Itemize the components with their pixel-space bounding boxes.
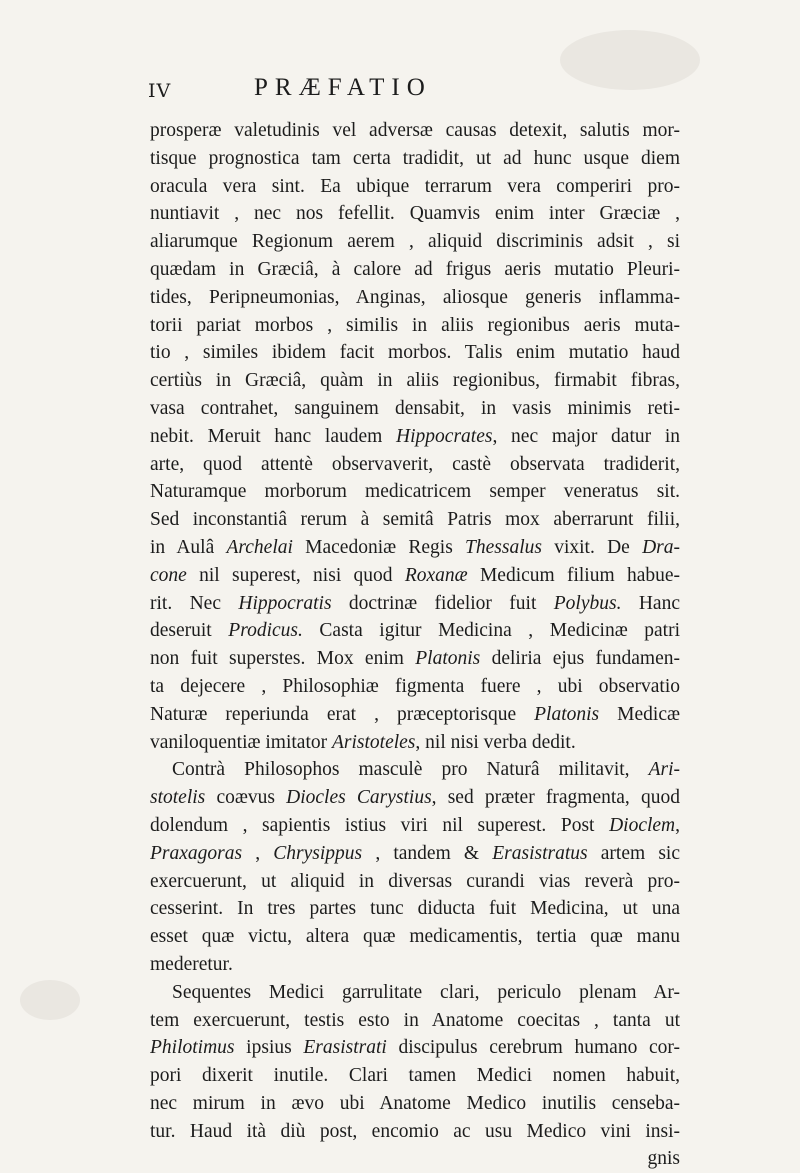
text-line: [150, 284, 680, 312]
text-line: [150, 423, 680, 451]
text-line: [150, 562, 680, 590]
text-line: [150, 812, 680, 840]
text-run: vixit. De: [541, 536, 643, 558]
text-run: mederetur.: [150, 953, 233, 975]
text-run: nebit. Meruit hanc laudem: [150, 425, 397, 447]
text-line: [150, 756, 680, 784]
text-run: , nil nisi verba dedit.: [415, 731, 576, 753]
italic-name: Erasistrati: [303, 1037, 387, 1059]
italic-name: stotelis: [150, 787, 206, 809]
text-line: [150, 590, 680, 618]
body-text: [150, 117, 680, 1173]
text-run: coævus: [205, 787, 287, 809]
text-line: [150, 979, 680, 1007]
text-run: nec mirum in ævo ubi Anatome Medico inutilis censeba-: [150, 1092, 680, 1114]
text-line: [150, 395, 680, 423]
italic-name: Dioclem: [609, 814, 676, 836]
text-run: Sed inconstantiâ rerum à semitâ Patris mox aberrarunt filii,: [150, 509, 680, 531]
italic-name: Archelai: [226, 536, 293, 558]
text-run: vasa contrahet, sanguinem densabit, in vasis minimis reti-: [150, 397, 680, 419]
text-line: [150, 1118, 680, 1146]
text-run: ,: [242, 842, 274, 864]
page-header: [0, 74, 800, 114]
running-title: PRÆFATIO: [254, 74, 432, 101]
text-run: pori dixerit inutile. Clari tamen Medici nomen habuit,: [150, 1065, 680, 1087]
text-line: [150, 701, 680, 729]
text-line: [150, 1090, 680, 1118]
italic-name: Chrysippus: [273, 842, 363, 864]
text-run: quædam in Græciâ, à calore ad frigus aeris mutatio Pleuri-: [150, 258, 680, 280]
text-run: Medicæ: [599, 703, 680, 725]
text-line: [150, 339, 680, 367]
text-run: nuntiavit , nec nos fefellit. Quamvis enim inter Græciæ ,: [150, 203, 680, 225]
text-run: dolendum , sapientis istius viri nil superest. Post: [150, 814, 610, 836]
italic-name: Prodicus.: [228, 620, 303, 642]
text-line: [150, 923, 680, 951]
text-run: deliria ejus fundamen-: [480, 648, 680, 670]
text-run: prosperæ valetudinis vel adversæ causas detexit, salutis mor-: [150, 120, 680, 141]
italic-name: Ari-: [648, 759, 680, 781]
text-run: torii pariat morbos , similis in aliis regionibus aeris muta-: [150, 314, 680, 336]
text-run: Contrà Philosophos masculè pro Naturâ militavit,: [172, 759, 649, 781]
italic-name: Platonis: [415, 648, 481, 670]
italic-name: Thessalus: [465, 536, 542, 558]
text-run: tem exercuerunt, testis esto in Anatome coecitas , tanta ut: [150, 1009, 680, 1031]
italic-name: Aristoteles: [331, 731, 416, 753]
italic-name: Diocles Carystius: [286, 787, 432, 809]
text-run: non fuit superstes. Mox enim: [150, 648, 416, 670]
text-run: arte, quod attentè observaverit, castè observata tradiderit,: [150, 453, 680, 475]
text-run: Sequentes Medici garrulitate clari, periculo plenam Ar-: [172, 981, 680, 1003]
text-run: , sed præter fragmenta, quod: [431, 787, 680, 809]
text-run: esset quæ victu, altera quæ medicamentis, tertia quæ manu: [150, 926, 680, 948]
italic-name: Erasistratus: [492, 842, 588, 864]
italic-name: Roxanæ: [404, 564, 468, 586]
text-line: [150, 256, 680, 284]
text-line: [150, 1145, 680, 1173]
text-line: [150, 840, 680, 868]
text-run: Medicum filium habue-: [467, 564, 680, 586]
text-line: [150, 645, 680, 673]
italic-name: Hippocrates: [396, 425, 493, 447]
text-line: [150, 117, 680, 145]
text-line: [150, 617, 680, 645]
text-run: vaniloquentiæ imitator: [150, 731, 332, 753]
text-line: [150, 367, 680, 395]
text-run: in Aulâ: [150, 536, 227, 558]
text-line: [150, 729, 680, 757]
text-line: [150, 173, 680, 201]
text-line: [150, 868, 680, 896]
text-run: tisque prognostica tam certa tradidit, ut ad hunc usque diem: [150, 147, 680, 169]
text-run: doctrinæ fidelior fuit: [331, 592, 554, 614]
text-run: ipsius: [234, 1037, 304, 1059]
text-run: artem sic: [587, 842, 680, 864]
text-line: [150, 478, 680, 506]
text-run: ,: [675, 814, 680, 836]
text-run: tur. Haud ità diù post, encomio ac usu Medico vini insi-: [150, 1120, 680, 1142]
italic-name: Praxagoras: [150, 842, 243, 864]
text-run: certiùs in Græciâ, quàm in aliis regionibus, firmabit fibras,: [150, 370, 680, 392]
text-run: , tandem &: [362, 842, 493, 864]
text-line: [150, 228, 680, 256]
text-run: nil superest, nisi quod: [186, 564, 405, 586]
italic-name: Polybus.: [553, 592, 622, 614]
italic-name: Philotimus: [150, 1037, 235, 1059]
text-run: aliarumque Regionum aerem , aliquid discriminis adsit , si: [150, 231, 680, 253]
text-run: deseruit: [150, 620, 229, 642]
page-number: IV: [148, 80, 172, 102]
text-run: rit. Nec: [150, 592, 239, 614]
text-line: [150, 1062, 680, 1090]
italic-name: Hippocratis: [238, 592, 332, 614]
text-run: Hanc: [621, 592, 680, 614]
text-line: [150, 673, 680, 701]
text-line: [150, 451, 680, 479]
text-line: [150, 145, 680, 173]
text-run: Naturamque morborum medicatricem semper veneratus sit.: [150, 481, 680, 503]
text-run: gnis: [647, 1148, 680, 1170]
italic-name: cone: [150, 564, 187, 586]
text-run: , nec major datur in: [492, 425, 680, 447]
text-line: [150, 895, 680, 923]
text-run: exercuerunt, ut aliquid in diversas curandi vias reverà pro-: [150, 870, 680, 892]
text-run: discipulus cerebrum humano cor-: [386, 1037, 680, 1059]
text-run: tio , similes ibidem facit morbos. Talis enim mutatio haud: [150, 342, 680, 364]
text-line: [150, 951, 680, 979]
text-run: tides, Peripneumonias, Anginas, aliosque generis inflamma-: [150, 286, 680, 308]
text-line: [150, 534, 680, 562]
text-run: Casta igitur Medicina , Medicinæ patri: [302, 620, 680, 642]
text-line: [150, 312, 680, 340]
text-line: [150, 506, 680, 534]
text-run: oracula vera sint. Ea ubique terrarum vera comperiri pro-: [150, 175, 680, 197]
text-line: [150, 784, 680, 812]
text-run: ta dejecere , Philosophiæ figmenta fuere , ubi observatio: [150, 675, 680, 697]
text-run: Macedoniæ Regis: [292, 536, 466, 558]
text-run: cesserint. In tres partes tunc diducta fuit Medicina, ut una: [150, 898, 680, 920]
text-line: [150, 1007, 680, 1035]
italic-name: Platonis: [534, 703, 600, 725]
text-line: [150, 200, 680, 228]
italic-name: Dra-: [642, 536, 680, 558]
text-line: [150, 1034, 680, 1062]
text-run: Naturæ reperiunda erat , præceptorisque: [150, 703, 535, 725]
paper-stain: [20, 980, 80, 1020]
